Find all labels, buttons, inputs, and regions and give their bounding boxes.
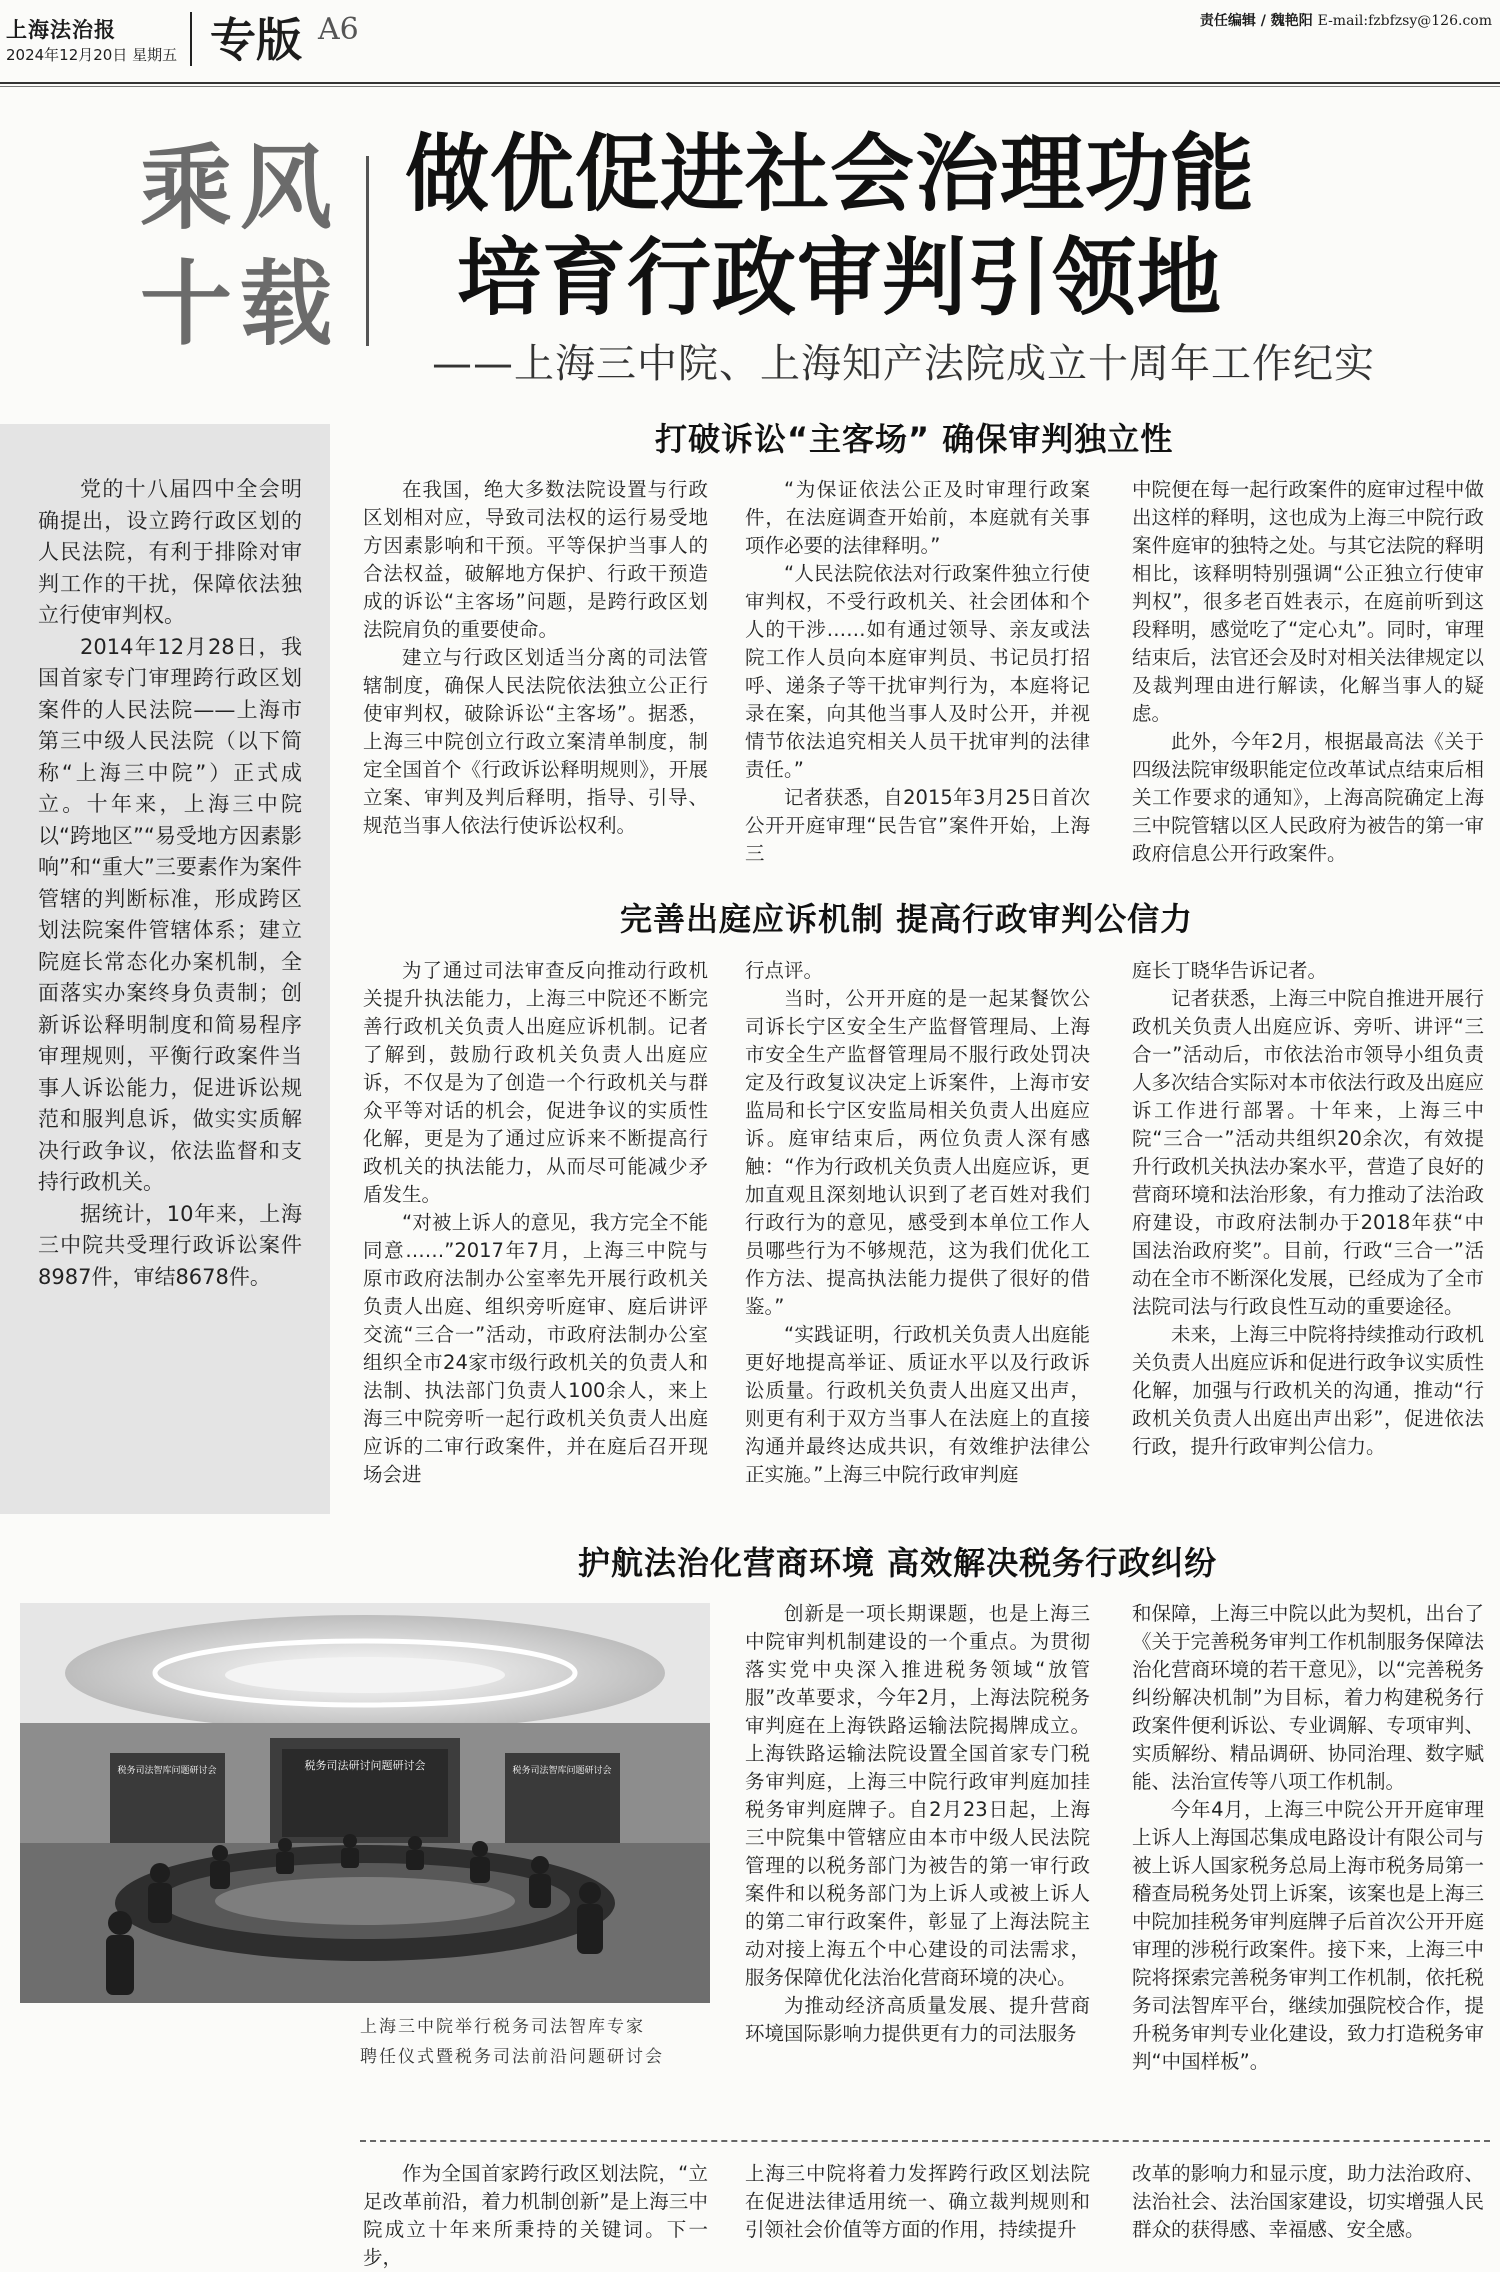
editor-name: 责任编辑 / 魏艳阳 xyxy=(1199,13,1318,29)
section-divider xyxy=(360,2140,1490,2142)
header-rule xyxy=(0,82,1500,87)
paragraph: 今年4月，上海三中院公开开庭审理上诉人上海国芯集成电路设计有限公司与被上诉人国家税务总局上海市税务局第一稽查局税务处罚上诉案，该案也是上海三中院加挂税务审判庭牌子后首次公开开庭审理的涉税行政案件。接下来，上海三中院将探索完善税务审判工作机制，依托税务司法智库平台，继续加强院校合作，提升税务审判专业化建设，致力打造税务审判“中国样板”。 xyxy=(1132,1798,1484,2073)
section-heading: 护航法治化营商环境 高效解决税务行政纠纷 xyxy=(578,1544,1218,1582)
editor-info xyxy=(1200,10,1492,30)
paragraph: 未来，上海三中院将持续推动行政机关负责人出庭应诉和促进行政争议实质性化解，加强与行政机关的沟通，推动“行政机关负责人出庭出声出彩”，促进依法行政，提升行政审判公信力。 xyxy=(1132,1323,1484,1458)
intro-paragraph: 党的十八届四中全会明确提出，设立跨行政区划的人民法院，有利于排除对审判工作的干扰，保障依法独立行使审判权。 xyxy=(38,477,302,627)
screen-text-center: 税务司法研讨问题研讨会 xyxy=(304,1759,426,1772)
calligraphy-line: 十载 xyxy=(140,250,341,358)
page-number: A6 xyxy=(318,12,359,47)
paragraph: 建立与行政区划适当分离的司法管辖制度，确保人民法院依法独立公正行使审判权，破除诉讼“主客场”。据悉，上海三中院创立行政立案清单制度，制定全国首个《行政诉讼释明规则》，开展立案、审判及判后释明，指导、引导、规范当事人依法行使诉讼权利。 xyxy=(363,646,708,837)
intro-sidebar xyxy=(0,424,330,1514)
paragraph: “人民法院依法对行政案件独立行使审判权，不受行政机关、社会团体和个人的干涉……如有通过领导、亲友或法院工作人员向本庭审判员、书记员打招呼、递条子等干扰审判行为，本庭将记录在案，向其他当事人及时公开，并视情节依法追究相关人员干扰审判的法律责任。” xyxy=(745,562,1090,781)
screen-text-right: 税务司法智库问题研讨会 xyxy=(512,1766,612,1776)
paragraph: 为推动经济高质量发展、提升营商环境国际影响力提供更有力的司法服务 xyxy=(745,1994,1090,2045)
paragraph: 行点评。 xyxy=(745,959,824,982)
article-column xyxy=(363,957,708,1489)
header-divider xyxy=(190,12,192,66)
paragraph: “为保证依法公正及时审理行政案件，在法庭调查开始前，本庭就有关事项作必要的法律释明。” xyxy=(745,478,1090,557)
calligraphy-slogan xyxy=(140,130,350,362)
paragraph: 上海三中院将着力发挥跨行政区划法院在促进法律适用统一、确立裁判规则和引领社会价值等方面的作用，持续提升 xyxy=(745,2162,1090,2241)
article-column xyxy=(1132,476,1484,868)
intro-paragraph: 2014年12月28日，我国首家专门审理跨行政区划案件的人民法院——上海市第三中级人民法院（以下简称“上海三中院”）正式成立。十年来，上海三中院以“跨地区”“易受地方因素影响”和“重大”三要素作为案件管辖的判断标准，形成跨区划法院案件管辖体系；建立院庭长常态化办案机制，全面落实办案终身负责制；创新诉讼释明制度和简易程序审理规则，平衡行政案件当事人诉讼能力，促进诉讼规范和服判息诉，做实实质解决行政争议，依法监督和支持行政机关。 xyxy=(38,634,302,1194)
paragraph: 创新是一项长期课题，也是上海三中院审判机制建设的一个重点。为贯彻落实党中央深入推进税务领域“放管服”改革要求，今年2月，上海法院税务审判庭在上海铁路运输法院揭牌成立。上海铁路运输法院设置全国首家专门税务审判庭，上海三中院行政审判庭加挂税务审判庭牌子。自2月23日起，上海三中院集中管辖应由本市中级人民法院管理的以税务部门为被告的第一审行政案件和以税务部门为上诉人或被上诉人的第二审行政案件，彰显了上海法院主动对接上海五个中心建设的司法需求，服务保障优化法治化营商环境的决心。 xyxy=(745,1602,1090,1989)
issue-date: 2024年12月20日 星期五 xyxy=(6,46,178,64)
meeting-photo xyxy=(20,1603,710,2003)
headline-line: 做优促进社会治理功能 xyxy=(405,125,1256,223)
editor-email: E-mail:fzbfzsy@126.com xyxy=(1317,13,1492,29)
paragraph: 为了通过司法审查反向推动行政机关提升执法能力，上海三中院还不断完善行政机关负责人出庭应诉机制。记者了解到，鼓励行政机关负责人出庭应诉，不仅是为了创造一个行政机关与群众平等对话的机会，促进争议的实质性化解，更是为了通过应诉来不断提高行政机关的执法能力，从而尽可能减少矛盾发生。 xyxy=(363,959,708,1206)
article-column xyxy=(1132,2160,1484,2244)
calligraphy-line: 乘风 xyxy=(140,134,341,242)
article-column xyxy=(745,2160,1090,2244)
intro-paragraph: 据统计，10年来，上海三中院共受理行政诉讼案件8987件，审结8678件。 xyxy=(38,1201,302,1289)
paragraph: 中院便在每一起行政案件的庭审过程中做出这样的释明，这也成为上海三中院行政案件庭审的独特之处。与其它法院的释明相比，该释明特别强调“公正独立行使审判权”，很多老百姓表示，在庭前听到这段释明，感觉吃了“定心丸”。同时，审理结束后，法官还会及时对相关法律规定以及裁判理由进行解读，化解当事人的疑虑。 xyxy=(1132,478,1484,725)
article-column xyxy=(745,957,1090,1489)
paragraph: 作为全国首家跨行政区划法院，“立足改革前沿，着力机制创新”是上海三中院成立十年来所秉持的关键词。下一步， xyxy=(363,2162,708,2269)
caption-line: 聘任仪式暨税务司法前沿问题研讨会 xyxy=(360,2047,664,2067)
section-heading: 打破诉讼“主客场” 确保审判独立性 xyxy=(655,420,1174,458)
paragraph: 庭长丁晓华告诉记者。 xyxy=(1132,959,1328,982)
paragraph: “实践证明，行政机关负责人出庭能更好地提高举证、质证水平以及行政诉讼质量。行政机关负责人出庭又出声，则更有利于双方当事人在法庭上的直接沟通并最终达成共识，有效维护法律公正实施。”上海三中院行政审判庭 xyxy=(745,1323,1090,1486)
caption-line: 上海三中院举行税务司法智库专家 xyxy=(360,2017,645,2037)
paragraph: 记者获悉，上海三中院自推进开展行政机关负责人出庭应诉、旁听、讲评“三合一”活动后，市依法治市领导小组负责人多次结合实际对本市依法行政及出庭应诉工作进行部署。十年来，上海三中院“三合一”活动共组织20余次，有效提升行政机关执法办案水平，营造了良好的营商环境和法治形象，有力推动了法治政府建设，市政府法制办于2018年获“中国法治政府奖”。目前，行政“三合一”活动在全市不断深化发展，已经成为了全市法院司法与行政良性互动的重要途径。 xyxy=(1132,987,1484,1318)
photo-caption xyxy=(360,2012,720,2072)
paragraph: “对被上诉人的意见，我方完全不能同意……”2017年7月，上海三中院与原市政府法制办公室率先开展行政机关负责人出庭、组织旁听庭审、庭后讲评交流“三合一”活动，市政府法制办公室组织全市24家市级行政机关的负责人和法制、执法部门负责人100余人，来上海三中院旁听一起行政机关负责人出庭应诉的二审行政案件，并在庭后召开现场会进 xyxy=(363,1211,708,1486)
paragraph: 和保障，上海三中院以此为契机，出台了《关于完善税务审判工作机制服务保障法治化营商环境的若干意见》，以“完善税务纠纷解决机制”为目标，着力构建税务行政案件便利诉讼、专业调解、专项审判、实质解纷、精品调研、协同治理、数字赋能、法治宣传等八项工作机制。 xyxy=(1132,1602,1484,1793)
paragraph: 当时，公开开庭的是一起某餐饮公司诉长宁区安全生产监督管理局、上海市安全生产监督管理局不服行政处罚决定及行政复议决定上诉案件，上海市安监局和长宁区安监局相关负责人出庭应诉。庭审结束后，两位负责人深有感触：“作为行政机关负责人出庭应诉，更加直观且深刻地认识到了老百姓对我们行政行为的意见，感受到本单位工作人员哪些行为不够规范，这为我们优化工作方法、提高执法能力提供了很好的借鉴。” xyxy=(745,987,1090,1318)
newspaper-name: 上海法治报 xyxy=(6,17,116,42)
section-heading: 完善出庭应诉机制 提高行政审判公信力 xyxy=(620,900,1194,938)
meeting-photo-graphic xyxy=(20,1603,710,2003)
article-column xyxy=(745,1600,1090,2048)
article-column xyxy=(745,476,1090,868)
calligraphy-divider xyxy=(366,156,369,346)
paragraph: 此外，今年2月，根据最高法《关于四级法院审级职能定位改革试点结束后相关工作要求的通知》，上海高院确定上海三中院管辖以区人民政府为被告的第一审政府信息公开行政案件。 xyxy=(1132,730,1484,865)
sub-headline: ——上海三中院、上海知产法院成立十周年工作纪实 xyxy=(432,341,1375,387)
section-name: 专版 xyxy=(210,13,302,67)
article-column xyxy=(363,476,708,840)
article-column xyxy=(1132,957,1484,1461)
screen-text-left: 税务司法智库问题研讨会 xyxy=(117,1766,217,1776)
page-header xyxy=(0,0,1500,88)
headline xyxy=(405,122,1425,330)
paragraph: 在我国，绝大多数法院设置与行政区划相对应，导致司法权的运行易受地方因素影响和干预。平等保护当事人的合法权益，破解地方保护、行政干预造成的诉讼“主客场”问题，是跨行政区划法院肩负的重要使命。 xyxy=(363,478,708,641)
paragraph: 记者获悉，自2015年3月25日首次公开开庭审理“民告官”案件开始，上海三 xyxy=(745,786,1090,865)
article-column xyxy=(363,2160,708,2272)
paragraph: 改革的影响力和显示度，助力法治政府、法治社会、法治国家建设，切实增强人民群众的获得感、幸福感、安全感。 xyxy=(1132,2162,1484,2241)
headline-line: 培育行政审判引领地 xyxy=(457,229,1223,327)
article-column xyxy=(1132,1600,1484,2076)
